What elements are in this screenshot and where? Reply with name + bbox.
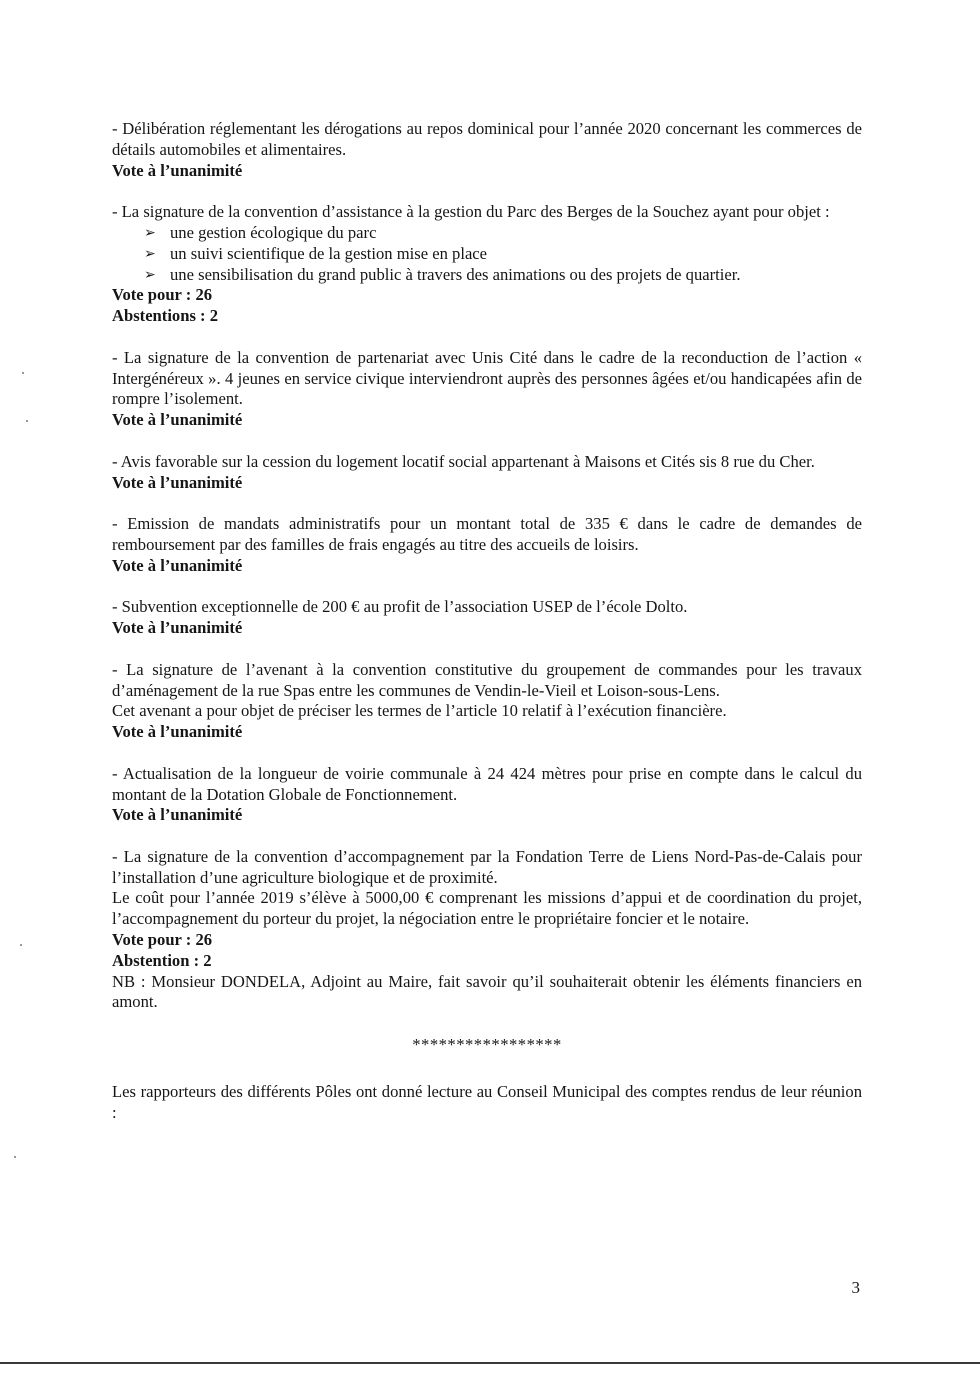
scan-speck [26,420,28,422]
scan-speck [20,944,22,946]
arrow-right-icon: ➢ [144,266,156,283]
deliberation-text: - Emission de mandats administratifs pour un montant total de 335 € dans le cadre de demandes de remboursement par des familles de frais engagés au titre des accueils de loisirs. [112,514,862,554]
vote-result: Vote à l’unanimité [112,160,243,180]
deliberation-item [112,202,862,327]
deliberation-item [112,660,862,743]
separator: ***************** [412,1035,562,1055]
deliberation-item [112,847,862,1013]
deliberation-text: - La signature de la convention de partenariat avec Unis Cité dans le cadre de la reconduction de l’action « Intergénéreux ». 4 jeunes en service civique interviendront auprès des personnes âgées et/ou handicapées afin de rompre l’isolement. [112,347,862,409]
arrow-right-icon: ➢ [144,245,156,262]
deliberation-item [112,348,862,431]
vote-result: Vote à l’unanimité [112,410,243,430]
document-body [112,119,862,1124]
vote-result: Vote pour : 26 [112,285,213,305]
arrow-right-icon: ➢ [144,224,156,241]
vote-result: Vote à l’unanimité [112,555,243,575]
deliberation-item [112,597,862,639]
deliberation-text: - Actualisation de la longueur de voirie communale à 24 424 mètres pour prise en compte dans le calcul du montant de la Dotation Globale de Fonctionnement. [112,763,862,804]
deliberation-text: - Subvention exceptionnelle de 200 € au profit de l’association USEP de l’école Dolto. [112,597,688,617]
deliberation-text: - La signature de la convention d’accompagnement par la Fondation Terre de Liens Nord-Pas-de-Calais pour l’installation d’une agriculture biologique et de proximité. [112,846,862,887]
deliberation-item [112,764,862,826]
objective-list [112,223,862,285]
scan-speck [22,372,24,374]
objective-item [144,244,862,265]
deliberation-item [112,119,862,181]
closing-paragraph: Les rapporteurs des différents Pôles ont donné lecture au Conseil Municipal des comptes rendus de leur réunion : [112,1082,862,1122]
scan-edge-line [0,1362,980,1364]
objective-item [144,265,862,286]
vote-result: Abstention : 2 [112,950,212,970]
vote-result: Vote pour : 26 [112,930,213,950]
deliberation-item [112,452,862,494]
vote-result: Vote à l’unanimité [112,618,243,638]
vote-result: Abstentions : 2 [112,306,219,326]
scan-speck [14,1156,16,1158]
objective-text: une sensibilisation du grand public à travers des animations ou des projets de quartier. [170,264,741,284]
page-number: 3 [851,1278,860,1297]
vote-result: Vote à l’unanimité [112,722,243,742]
deliberation-text: - Délibération réglementant les dérogations au repos dominical pour l’année 2020 concernant les commerces de détails automobiles et alimentaires. [112,119,862,159]
objective-text: un suivi scientifique de la gestion mise en place [170,243,488,263]
deliberation-item [112,514,862,576]
deliberation-detail: Le coût pour l’année 2019 s’élève à 5000,00 € comprenant les missions d’appui et de coordination du projet, l’accompagnement du porteur du projet, la négociation entre le propriétaire foncier et le notaire. [112,888,862,929]
vote-result: Vote à l’unanimité [112,472,243,492]
deliberation-text: - Avis favorable sur la cession du logement locatif social appartenant à Maisons et Cités sis 8 rue du Cher. [112,451,815,471]
vote-result: Vote à l’unanimité [112,805,243,825]
objective-item [144,223,862,244]
deliberation-list [112,119,862,1013]
deliberation-detail: Cet avenant a pour objet de préciser les termes de l’article 10 relatif à l’exécution financière. [112,701,727,721]
nota-bene: NB : Monsieur DONDELA, Adjoint au Maire, fait savoir qu’il souhaiterait obtenir les éléments financiers en amont. [112,971,862,1012]
deliberation-text: - La signature de la convention d’assistance à la gestion du Parc des Berges de la Souchez ayant pour objet : [112,202,830,222]
objective-text: une gestion écologique du parc [170,222,377,242]
deliberation-text: - La signature de l’avenant à la convention constitutive du groupement de commandes pour les travaux d’aménagement de la rue Spas entre les communes de Vendin-le-Vieil et Loison-sous-Lens. [112,659,862,700]
